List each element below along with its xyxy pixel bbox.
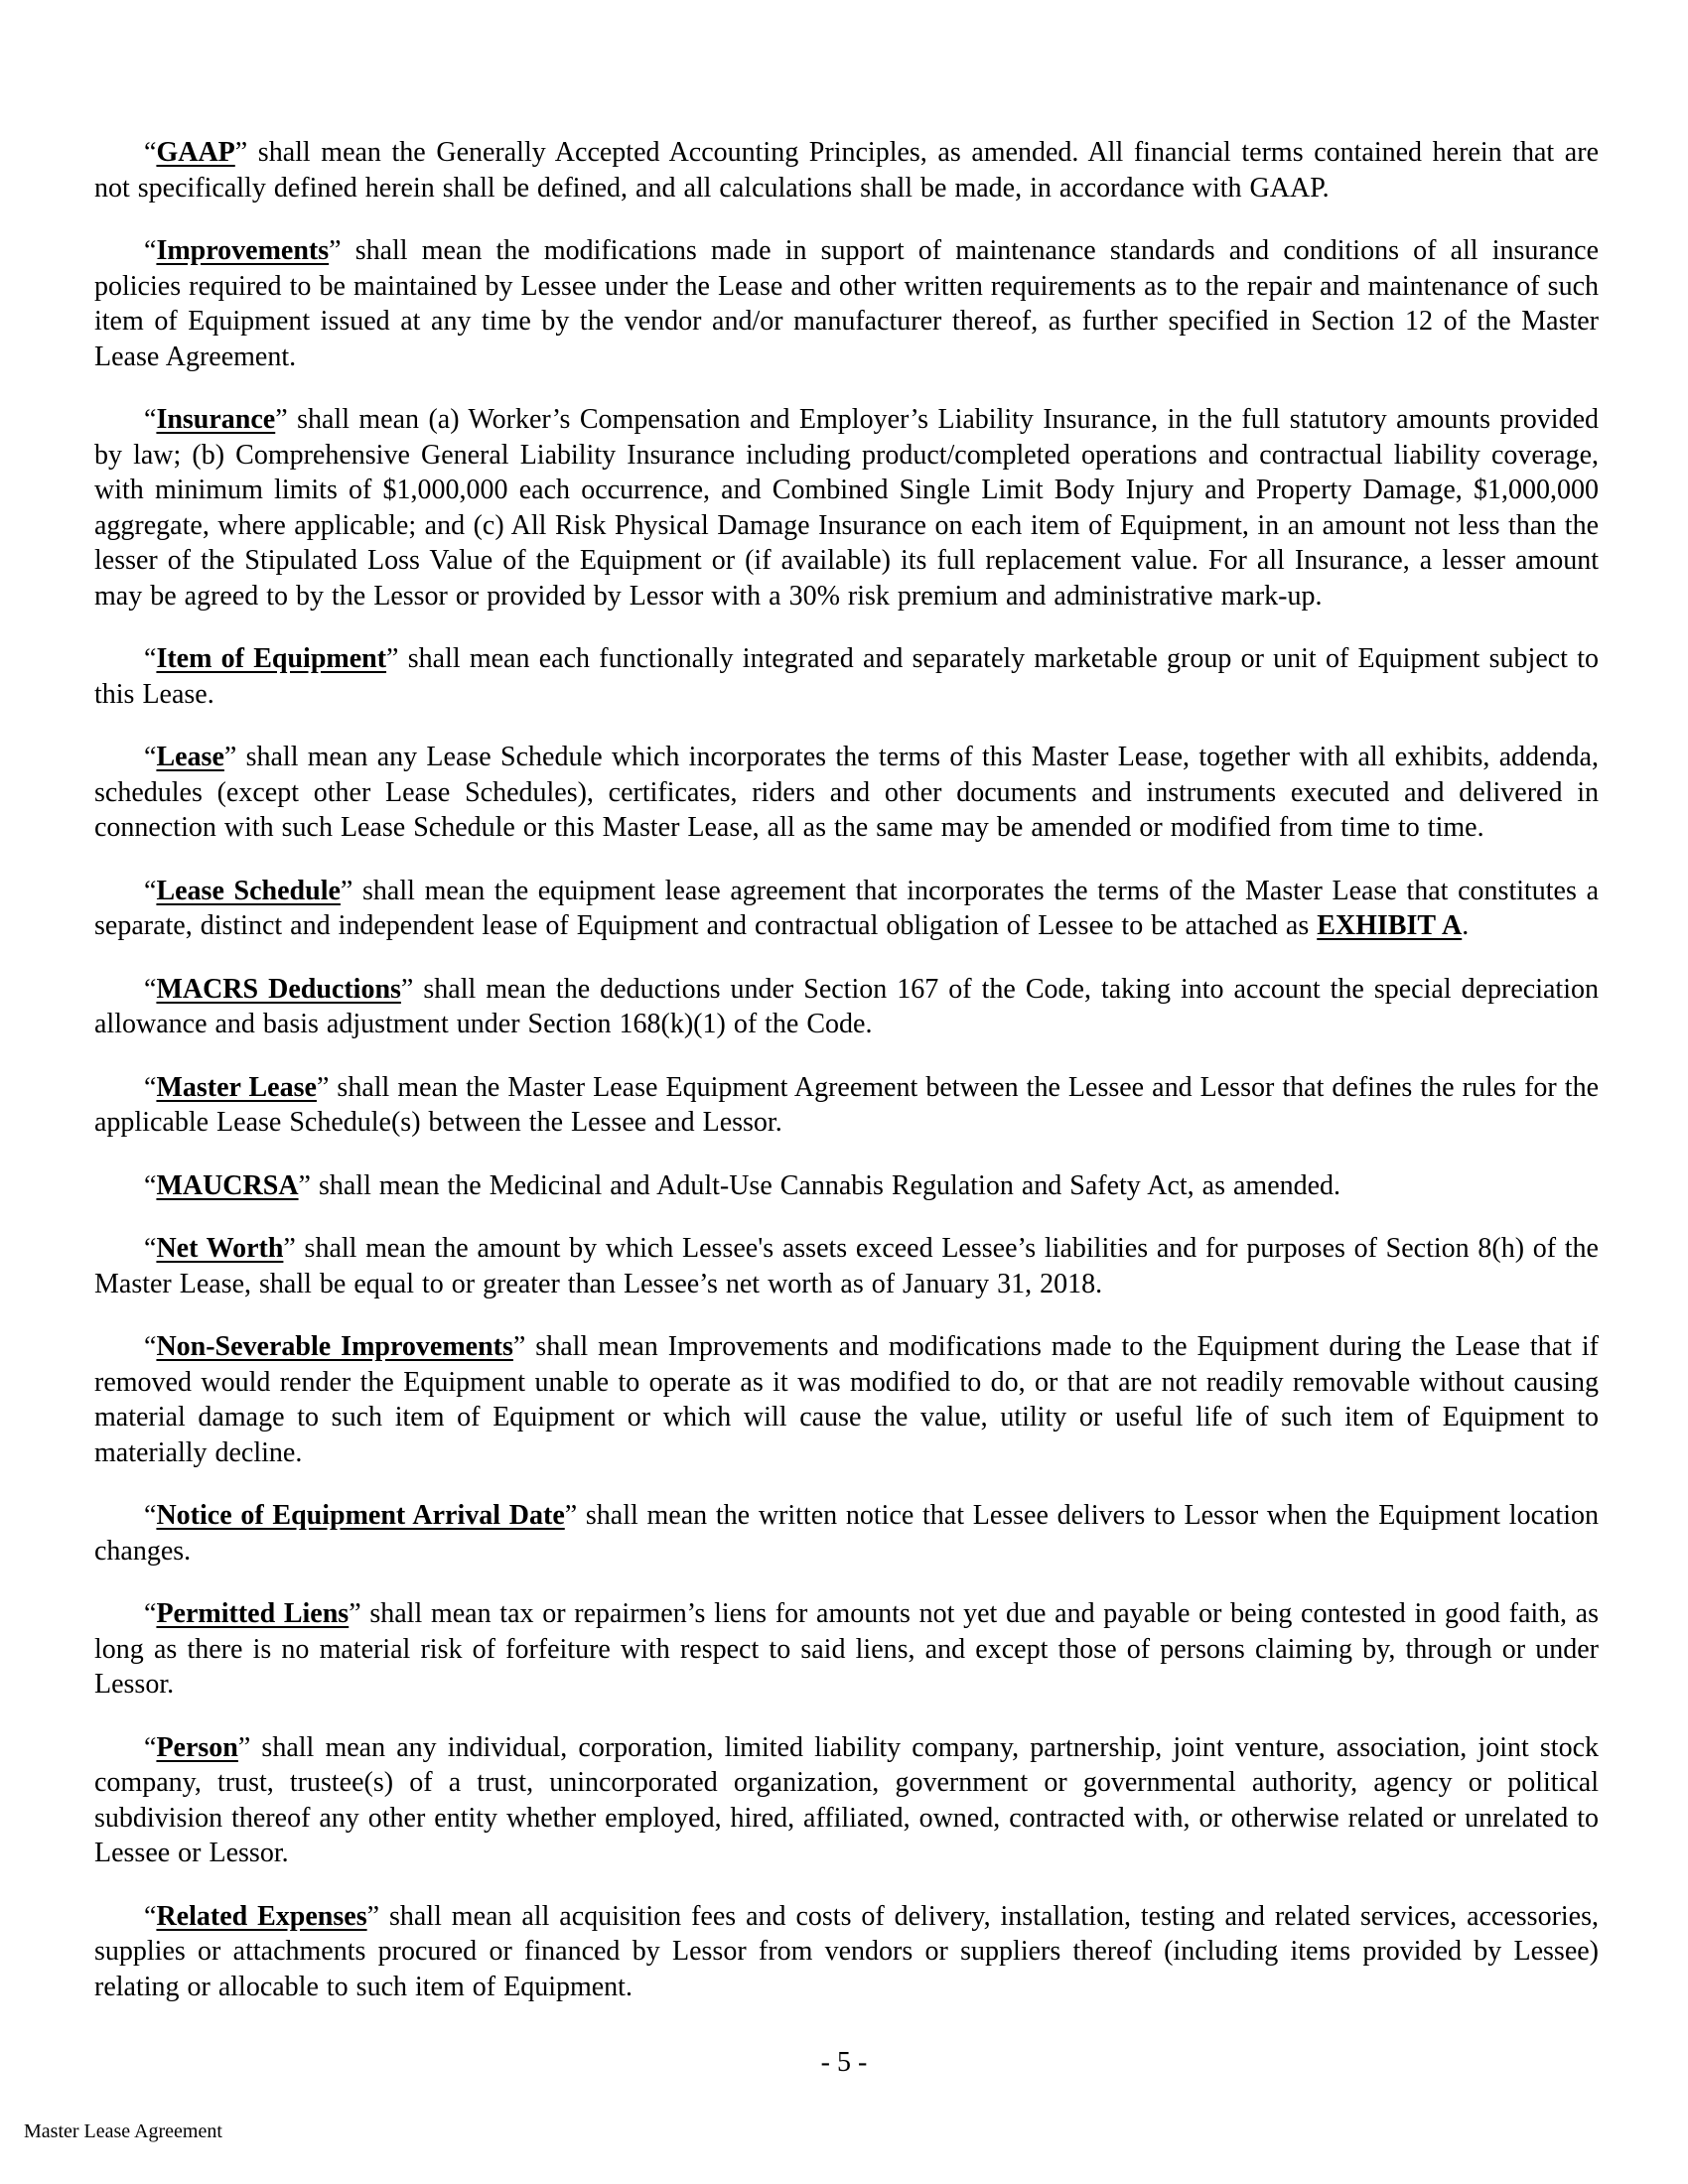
- definition-text: “: [144, 235, 157, 266]
- defined-term: EXHIBIT A: [1317, 910, 1463, 941]
- definition-text: ” shall mean the amount by which Lessee's assets exceed Lessee’s liabilities and for purposes of Section 8(h) of the Master Lease, shall be equal to or greater than Lessee’s net worth as of January 31, 2018.: [94, 1233, 1599, 1299]
- defined-term: Item of Equipment: [156, 643, 387, 674]
- definition-text: ” shall mean the Generally Accepted Accounting Principles, as amended. All financial terms contained herein that are not specifically defined herein shall be defined, and all calculations shall be made, in accordance with GAAP.: [94, 137, 1599, 204]
- defined-term: Related Expenses: [156, 1900, 367, 1932]
- definition-text: .: [1462, 910, 1470, 941]
- definition-non-severable-improvements: [94, 1329, 1599, 1470]
- definition-text: “: [144, 1233, 157, 1264]
- defined-term: Lease: [156, 742, 224, 772]
- definition-insurance: [94, 402, 1599, 614]
- defined-term: MAUCRSA: [156, 1169, 299, 1201]
- definition-text: “: [144, 404, 157, 435]
- defined-term: Person: [156, 1731, 238, 1763]
- definition-text: ” shall mean tax or repairmen’s liens for amounts not yet due and payable or being contested in good faith, as long as there is no material risk of forfeiture with respect to said liens, and except those of persons claiming by, through or under Lessor.: [94, 1598, 1600, 1700]
- definition-text: ” shall mean the written notice that Lessee delivers to Lessor when the Equipment location changes.: [94, 1500, 1599, 1567]
- definition-text: “: [144, 1598, 157, 1629]
- definition-related-expenses: [94, 1899, 1599, 2005]
- definition-improvements: [94, 233, 1599, 374]
- definition-macrs-deductions: [94, 972, 1599, 1042]
- defined-term: Insurance: [156, 404, 276, 435]
- defined-term: Permitted Liens: [156, 1598, 350, 1629]
- definition-notice-of-equipment-arrival-date: [94, 1498, 1599, 1569]
- definition-text: ” shall mean Improvements and modifications made to the Equipment during the Lease that if removed would render the Equipment unable to operate as it was modified to do, or that are not readily removable without causing material damage to such item of Equipment or which will cause the value, utility or useful life of such item of Equipment to materially decline.: [94, 1331, 1599, 1468]
- definition-gaap: [94, 135, 1599, 205]
- document-footer-title: Master Lease Agreement: [24, 2120, 222, 2142]
- definition-net-worth: [94, 1231, 1599, 1301]
- defined-term: Improvements: [156, 235, 330, 266]
- page-number: - 5 -: [820, 2047, 868, 2078]
- definition-text: “: [144, 643, 157, 674]
- defined-term: Net Worth: [156, 1233, 284, 1264]
- definition-person: [94, 1730, 1599, 1871]
- definition-text: ” shall mean the equipment lease agreement that incorporates the terms of the Master Lease that constitutes a separate, distinct and independent lease of Equipment and contractual obligation of Lessee to be attached as: [94, 875, 1599, 941]
- definition-text: ” shall mean each functionally integrated and separately marketable group or unit of Equipment subject to this Lease.: [94, 643, 1599, 710]
- definition-item-of-equipment: [94, 641, 1599, 712]
- definition-permitted-liens: [94, 1596, 1599, 1703]
- definition-master-lease: [94, 1070, 1599, 1141]
- definition-text: ” shall mean any individual, corporation, limited liability company, partnership, joint venture, association, joint stock company, trust, trustee(s) of a trust, unincorporated organization, government or governmental authority, agency or political subdivision thereof any other entity whether employed, hired, affiliated, owned, contracted with, or otherwise related or unrelated to Lessee or Lessor.: [94, 1731, 1599, 1868]
- definition-text: “: [144, 1071, 157, 1103]
- definitions-section: [94, 135, 1599, 2032]
- definition-text: “: [144, 1331, 157, 1362]
- definition-text: “: [144, 742, 157, 772]
- definition-text: “: [144, 1500, 157, 1531]
- defined-term: Master Lease: [156, 1071, 317, 1103]
- definition-text: “: [144, 137, 157, 168]
- definition-text: ” shall mean all acquisition fees and costs of delivery, installation, testing and related services, accessories, supplies or attachments procured or financed by Lessor from vendors or suppliers thereof (including items provided by Lessee) relating or allocable to such item of Equipment.: [94, 1900, 1600, 2002]
- definition-text: ” shall mean the Master Lease Equipment Agreement between the Lessee and Lessor that defines the rules for the applicable Lease Schedule(s) between the Lessee and Lessor.: [94, 1071, 1599, 1138]
- definition-maucrsa: [94, 1168, 1599, 1204]
- definition-text: “: [144, 1731, 157, 1763]
- definition-text: “: [144, 973, 157, 1005]
- definition-text: ” shall mean the modifications made in support of maintenance standards and conditions of all insurance policies required to be maintained by Lessee under the Lease and other written requirements as to the repair and maintenance of such item of Equipment issued at any time by the vendor and/or manufacturer thereof, as further specified in Section 12 of the Master Lease Agreement.: [94, 235, 1599, 372]
- definition-text: ” shall mean the Medicinal and Adult-Use Cannabis Regulation and Safety Act, as amended.: [298, 1169, 1341, 1201]
- defined-term: Notice of Equipment Arrival Date: [156, 1500, 565, 1531]
- definition-text: ” shall mean the deductions under Section 167 of the Code, taking into account the special depreciation allowance and basis adjustment under Section 168(k)(1) of the Code.: [94, 973, 1599, 1039]
- definition-lease: [94, 740, 1599, 846]
- defined-term: Lease Schedule: [156, 875, 341, 906]
- definition-text: “: [144, 875, 157, 906]
- definition-text: “: [144, 1169, 157, 1201]
- definition-text: “: [144, 1900, 157, 1932]
- definition-text: ” shall mean (a) Worker’s Compensation and Employer’s Liability Insurance, in the full statutory amounts provided by law; (b) Comprehensive General Liability Insurance including product/completed operations and contractual liability coverage, with minimum limits of $1,000,000 each occurrence, and Combined Single Limit Body Injury and Property Damage, $1,000,000 aggregate, where applicable; and (c) All Risk Physical Damage Insurance on each item of Equipment, in an amount not less than the lesser of the Stipulated Loss Value of the Equipment or (if available) its full replacement value. For all Insurance, a lesser amount may be agreed to by the Lessor or provided by Lessor with a 30% risk premium and administrative mark-up.: [94, 404, 1599, 612]
- defined-term: Non-Severable Improvements: [156, 1331, 513, 1362]
- definition-lease-schedule: [94, 874, 1599, 944]
- defined-term: GAAP: [156, 137, 235, 168]
- defined-term: MACRS Deductions: [156, 973, 401, 1005]
- definition-text: ” shall mean any Lease Schedule which incorporates the terms of this Master Lease, together with all exhibits, addenda, schedules (except other Lease Schedules), certificates, riders and other documents and instruments executed and delivered in connection with such Lease Schedule or this Master Lease, all as the same may be amended or modified from time to time.: [94, 742, 1599, 843]
